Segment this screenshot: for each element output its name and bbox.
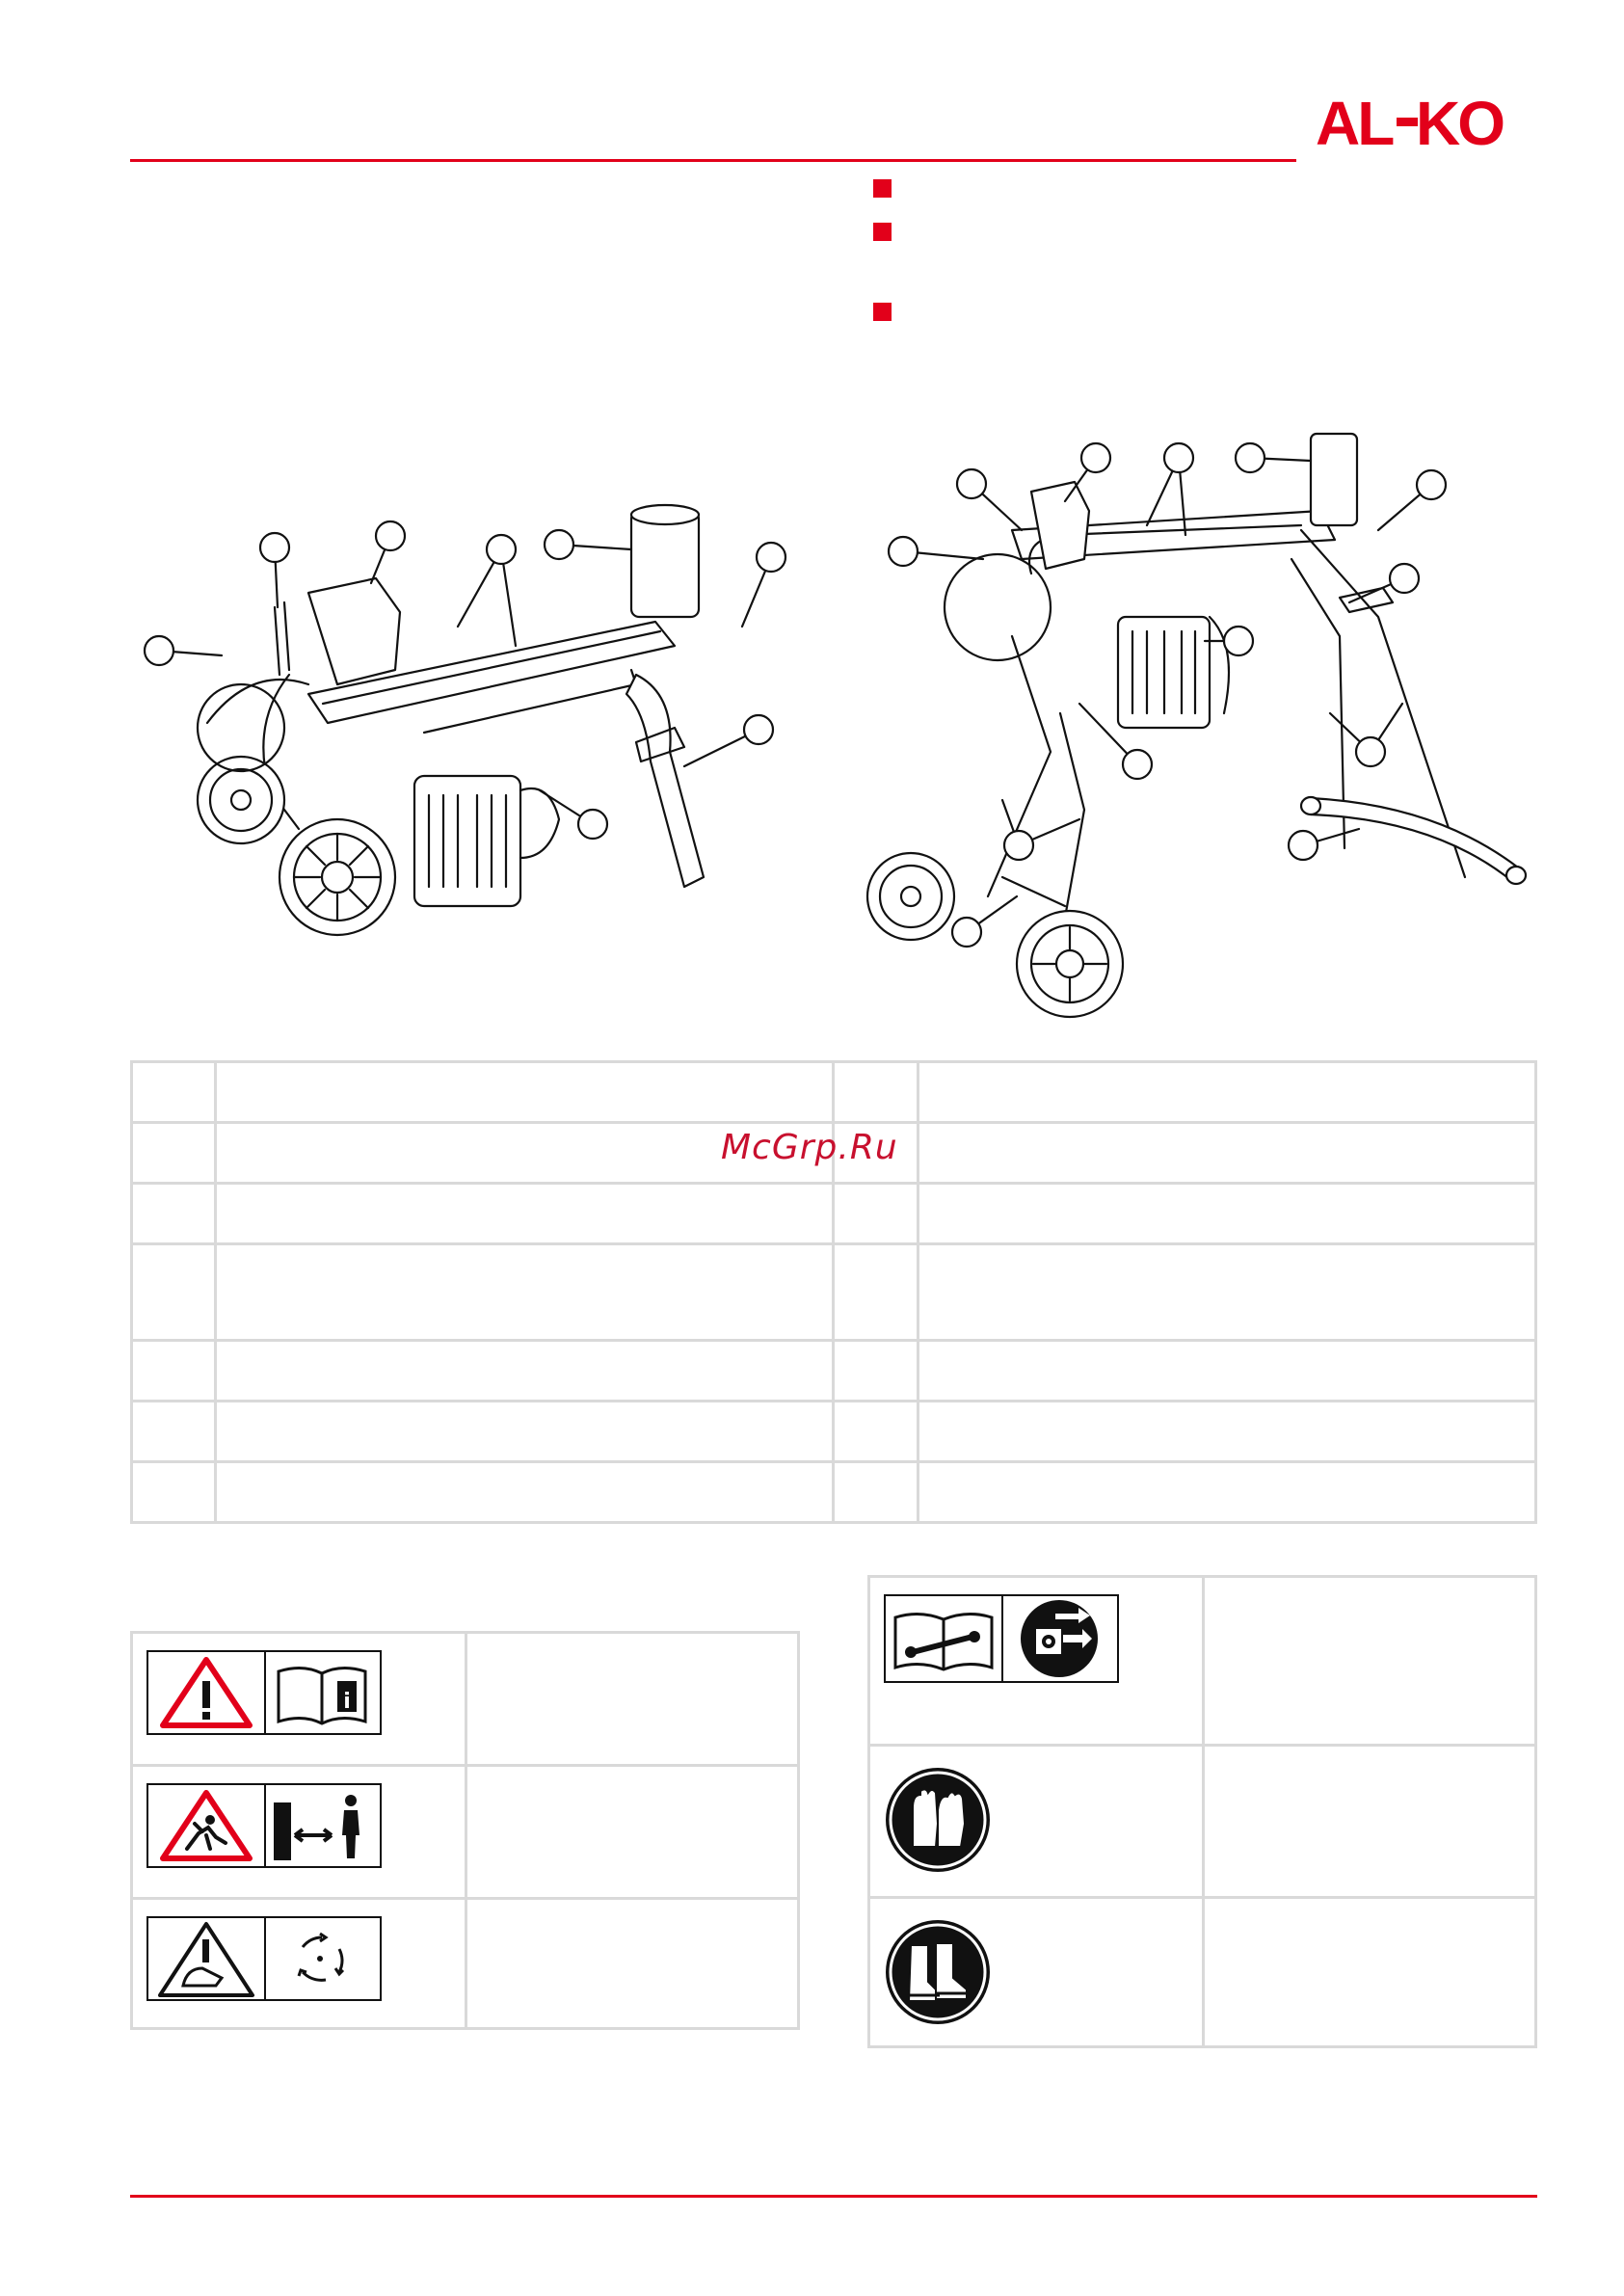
part-description: [918, 1062, 1536, 1123]
part-description: [215, 1462, 834, 1523]
symbol-row: [870, 1578, 1534, 1747]
table-row: [132, 1244, 1536, 1341]
part-number: [834, 1244, 918, 1341]
bullet-1: [873, 179, 892, 198]
part-description: [918, 1402, 1536, 1462]
part-description: [918, 1341, 1536, 1402]
unplug-before-maintenance-icon: [1021, 1600, 1098, 1677]
part-number: [132, 1062, 216, 1123]
part-description: [215, 1184, 834, 1244]
safety-symbols-right: [867, 1575, 1537, 2048]
part-number: [834, 1184, 918, 1244]
keep-distance-icon: [274, 1795, 359, 1860]
part-description: [215, 1062, 834, 1123]
bullet-3: [873, 303, 892, 321]
svg-text:AL: AL: [1316, 94, 1393, 152]
part-description: [215, 1341, 834, 1402]
symbol-row: [133, 1900, 797, 2033]
symbol-pair: [146, 1650, 382, 1735]
footer-rule-left: [130, 2195, 834, 2198]
part-number: [834, 1062, 918, 1123]
header-rule: [130, 159, 1296, 162]
svg-text:KO: KO: [1416, 94, 1503, 152]
wear-gloves-icon: [884, 1766, 992, 1874]
symbol-pair: [884, 1594, 1119, 1683]
alko-logo: [1316, 94, 1537, 156]
wear-safety-boots-icon: [884, 1918, 992, 2026]
bullet-2: [873, 223, 892, 241]
part-description: [918, 1184, 1536, 1244]
table-row: [132, 1402, 1536, 1462]
maintenance-manual-icon: [895, 1614, 992, 1669]
watermark: McGrp.Ru: [721, 1128, 898, 1167]
rotating-parts-icon: [299, 1934, 343, 1980]
table-row: [132, 1462, 1536, 1523]
part-number: [132, 1462, 216, 1523]
hand-injury-warning-icon: [163, 1793, 250, 1858]
part-number: [132, 1402, 216, 1462]
part-description: [918, 1123, 1536, 1184]
part-number: [132, 1341, 216, 1402]
part-description: [918, 1244, 1536, 1341]
part-number: [834, 1341, 918, 1402]
safety-symbols-left: [130, 1631, 800, 2030]
crush-hazard-icon: [160, 1924, 253, 1995]
part-description: [215, 1402, 834, 1462]
symbol-row: [870, 1747, 1534, 1899]
symbol-row: [133, 1767, 797, 1900]
part-number: [132, 1123, 216, 1184]
symbol-pair: [146, 1916, 382, 2001]
warning-triangle-icon: [163, 1660, 250, 1725]
part-description: [918, 1462, 1536, 1523]
part-number: [132, 1244, 216, 1341]
svg-text:i: i: [343, 1690, 351, 1714]
part-description: [215, 1244, 834, 1341]
log-splitter-illustration-left: [135, 501, 829, 983]
symbol-row: [133, 1634, 797, 1767]
symbol-pair: [146, 1783, 382, 1868]
part-number: [834, 1462, 918, 1523]
table-row: [132, 1184, 1536, 1244]
log-splitter-illustration-right: [858, 424, 1542, 1022]
symbol-row: [870, 1899, 1534, 2051]
read-manual-icon: [279, 1668, 365, 1723]
part-number: [132, 1184, 216, 1244]
table-row: [132, 1062, 1536, 1123]
footer-rule-right: [834, 2195, 1537, 2198]
part-number: [834, 1402, 918, 1462]
table-row: [132, 1341, 1536, 1402]
